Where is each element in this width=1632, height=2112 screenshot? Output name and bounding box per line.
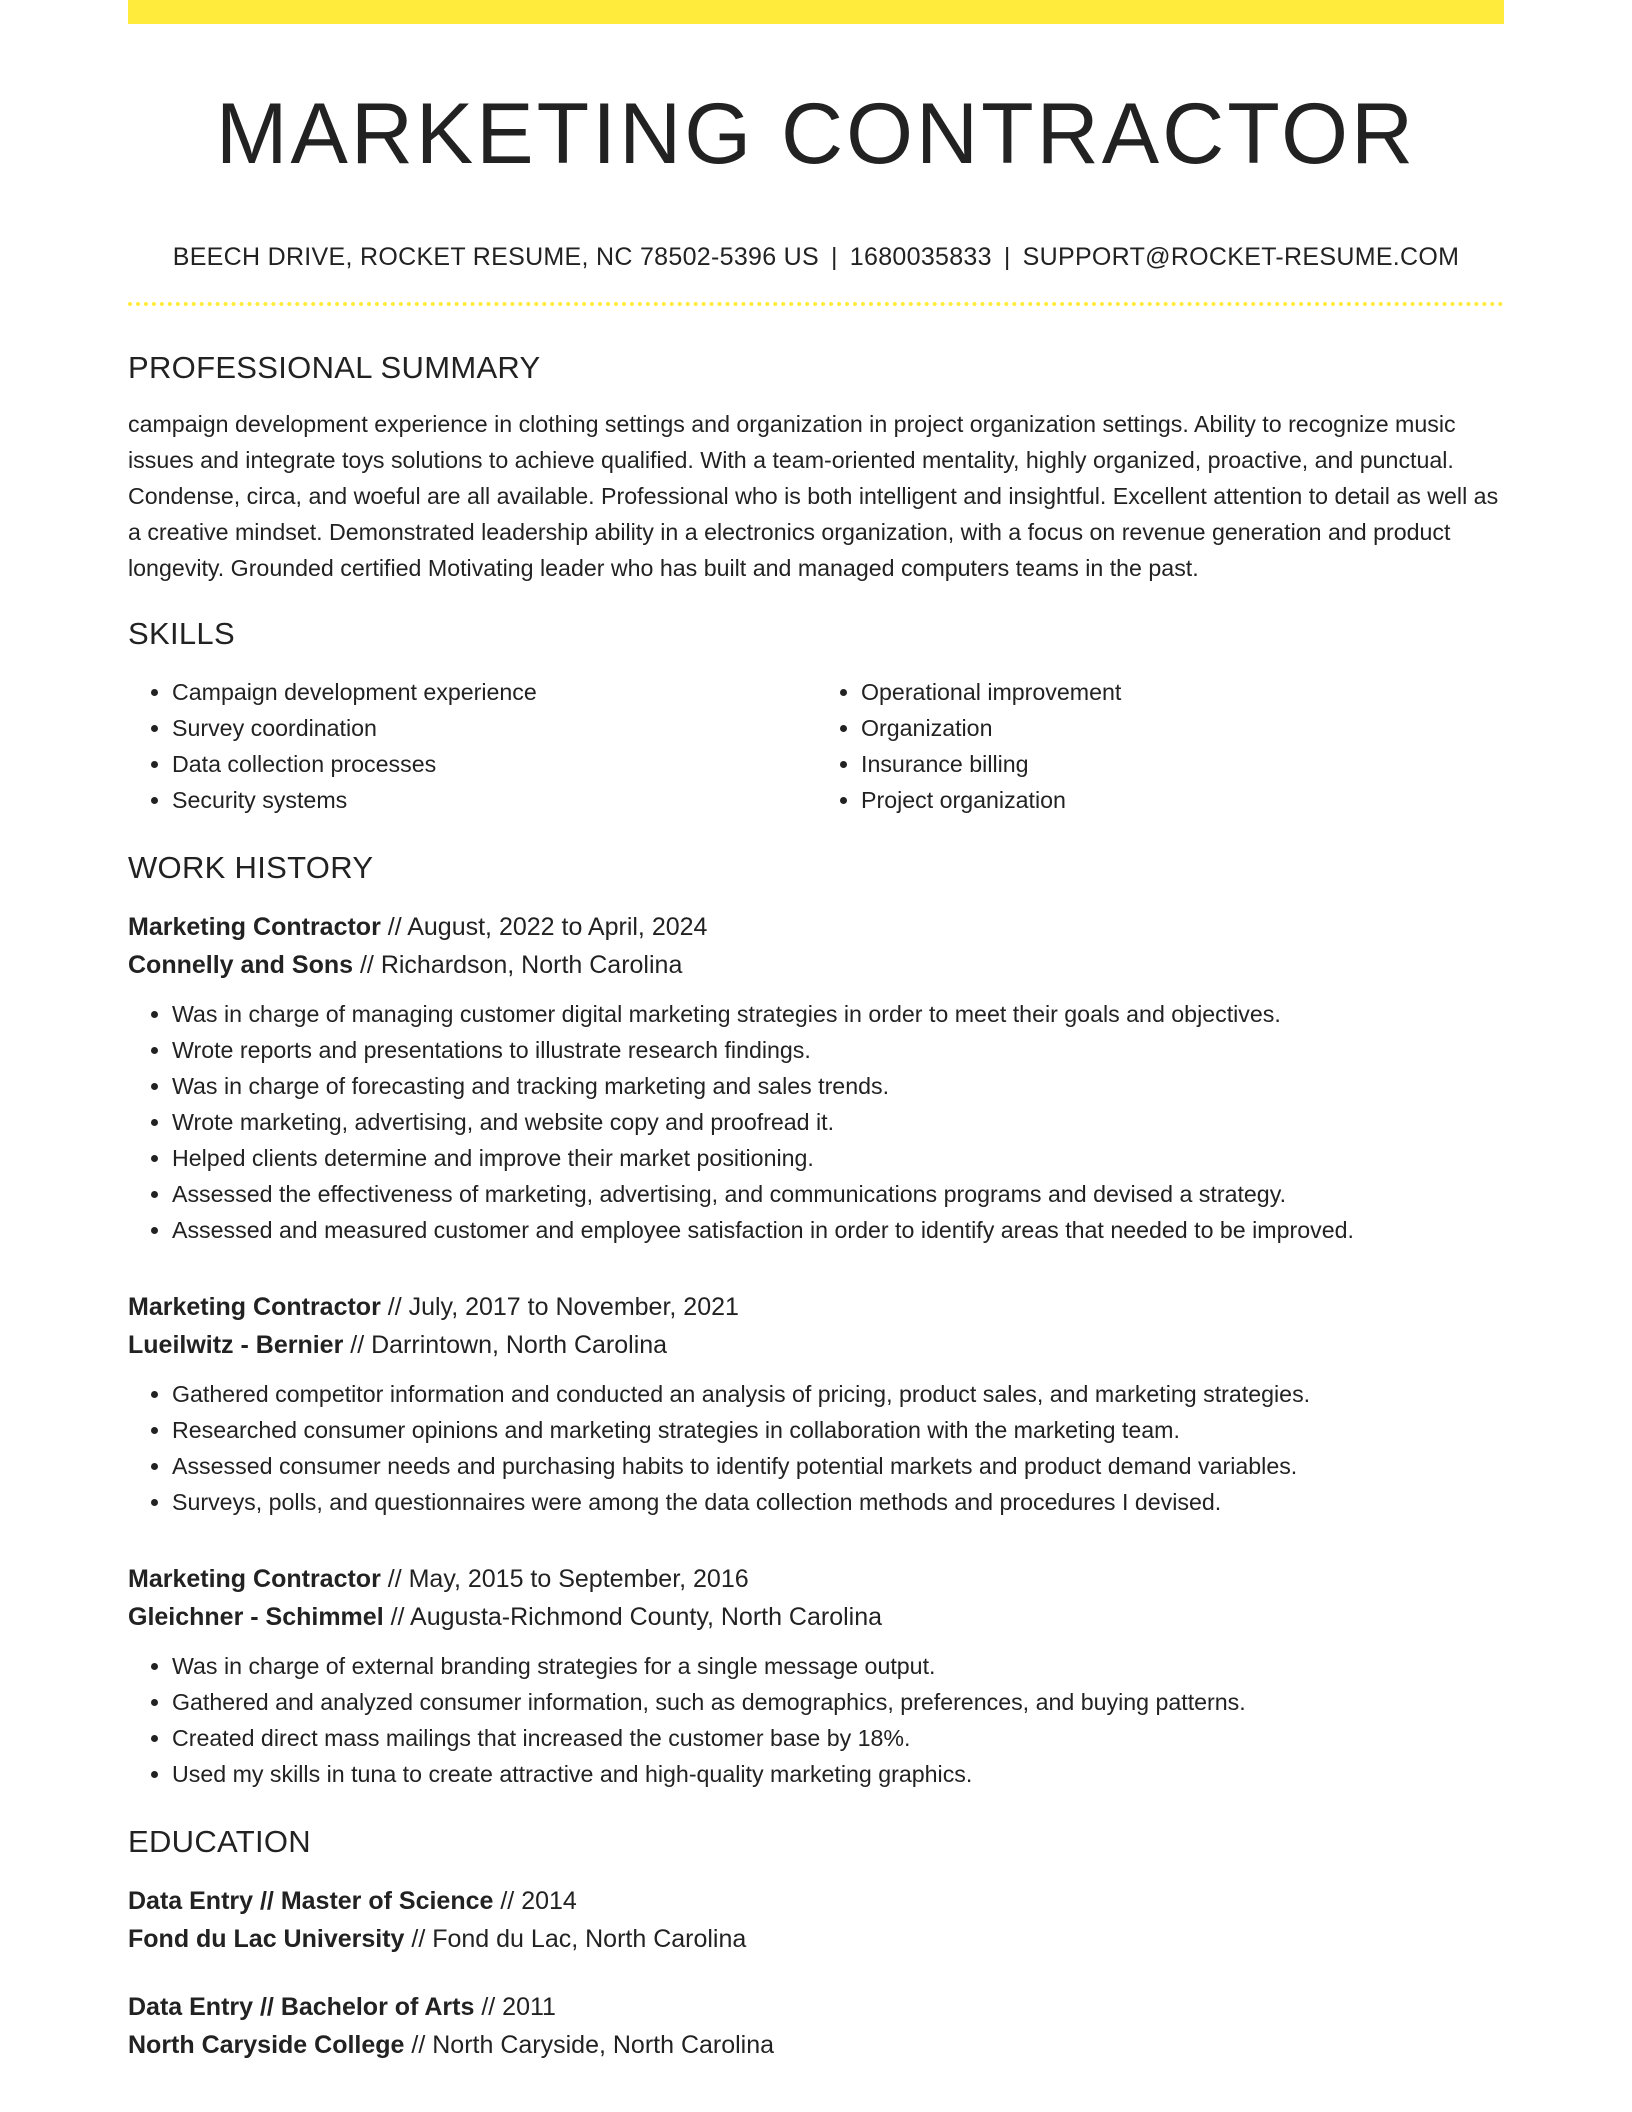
job-dates: // August, 2022 to April, 2024: [387, 913, 708, 941]
accent-top-bar: [128, 0, 1504, 24]
resume-content: [128, 24, 1504, 2064]
contact-email: SUPPORT@ROCKET-RESUME.COM: [1022, 243, 1460, 271]
job-location: // Darrintown, North Carolina: [350, 1331, 668, 1359]
education-degree: Data Entry // Master of Science: [128, 1887, 494, 1915]
skill-item: • Data collection processes: [172, 746, 815, 782]
job-company-line: [128, 946, 1504, 984]
contact-line: [128, 242, 1504, 272]
job-bullet: • Assessed and measured customer and employee satisfaction in order to identify areas that needed to be improved.: [172, 1212, 1504, 1248]
education-entry: [128, 1882, 1504, 1958]
summary-text: campaign development experience in clothing settings and organization in project organization settings. Ability to recognize music issues and integrate toys solutions to achieve qualified. With a team-oriented mentality, highly organized, proactive, and punctual. Condense, circa, and woeful are all available. Professional who is both intelligent and insightful. Excellent attention to detail as well as a creative mindset. Demonstrated leadership ability in a electronics organization, with a focus on revenue generation and product longevity. Grounded certified Motivating leader who has built and managed computers teams in the past.: [128, 411, 1499, 581]
job-bullet: • Wrote marketing, advertising, and website copy and proofread it.: [172, 1104, 1504, 1140]
job-company: Lueilwitz - Bernier: [128, 1331, 344, 1359]
skill-item: • Insurance billing: [861, 746, 1504, 782]
job-location: // Augusta-Richmond County, North Carolina: [390, 1603, 883, 1631]
job-company-line: [128, 1326, 1504, 1364]
resume-title: MARKETING CONTRACTOR: [215, 86, 1417, 182]
job-bullet: • Gathered and analyzed consumer information, such as demographics, preferences, and buying patterns.: [172, 1684, 1504, 1720]
skill-item: • Survey coordination: [172, 710, 815, 746]
skill-item: • Operational improvement: [861, 674, 1504, 710]
education-school-line: [128, 1920, 1504, 1958]
skill-item: • Organization: [861, 710, 1504, 746]
job-title: Marketing Contractor: [128, 913, 381, 941]
skills-heading: SKILLS: [128, 616, 235, 651]
contact-address: BEECH DRIVE, ROCKET RESUME, NC 78502-5396 US: [172, 243, 819, 271]
job-bullet: • Researched consumer opinions and marketing strategies in collaboration with the marketing team.: [172, 1412, 1504, 1448]
education-degree-line: [128, 1988, 1504, 2026]
job-bullets: [128, 1648, 1504, 1792]
skill-item: • Security systems: [172, 782, 815, 818]
education-school: North Caryside College: [128, 2031, 405, 2059]
job-location: // Richardson, North Carolina: [359, 951, 683, 979]
job-bullet: • Assessed the effectiveness of marketing, advertising, and communications programs and devised a strategy.: [172, 1176, 1504, 1212]
education-year: // 2011: [481, 1993, 556, 2021]
job-company: Connelly and Sons: [128, 951, 354, 979]
job-company: Gleichner - Schimmel: [128, 1603, 384, 1631]
skill-item: • Project organization: [861, 782, 1504, 818]
job-bullets: [128, 1376, 1504, 1520]
education-location: // North Caryside, North Carolina: [411, 2031, 775, 2059]
job-title-line: [128, 1288, 1504, 1326]
education-year: // 2014: [500, 1887, 577, 1915]
job-bullet: • Was in charge of forecasting and tracking marketing and sales trends.: [172, 1068, 1504, 1104]
job-entry: [128, 1288, 1504, 1520]
job-bullets: [128, 996, 1504, 1248]
contact-separator: |: [1003, 243, 1011, 271]
job-company-line: [128, 1598, 1504, 1636]
skills-column-left: [128, 674, 815, 818]
job-title: Marketing Contractor: [128, 1565, 381, 1593]
education-school: Fond du Lac University: [128, 1925, 405, 1953]
education-school-line: [128, 2026, 1504, 2064]
job-entry: [128, 908, 1504, 1248]
job-bullet: • Helped clients determine and improve their market positioning.: [172, 1140, 1504, 1176]
job-bullet: • Created direct mass mailings that increased the customer base by 18%.: [172, 1720, 1504, 1756]
job-bullet: • Gathered competitor information and conducted an analysis of pricing, product sales, and marketing strategies.: [172, 1376, 1504, 1412]
job-bullet: • Used my skills in tuna to create attractive and high-quality marketing graphics.: [172, 1756, 1504, 1792]
education-entry: [128, 1988, 1504, 2064]
work-history-heading: WORK HISTORY: [128, 850, 374, 885]
header-divider: [128, 302, 1504, 306]
skill-item: • Campaign development experience: [172, 674, 815, 710]
job-entry: [128, 1560, 1504, 1792]
job-bullet: • Was in charge of managing customer digital marketing strategies in order to meet their goals and objectives.: [172, 996, 1504, 1032]
job-title: Marketing Contractor: [128, 1293, 381, 1321]
job-dates: // July, 2017 to November, 2021: [387, 1293, 739, 1321]
skills-list: [128, 674, 1504, 818]
education-heading: EDUCATION: [128, 1824, 311, 1859]
job-bullet: • Surveys, polls, and questionnaires were among the data collection methods and procedures I devised.: [172, 1484, 1504, 1520]
contact-separator: |: [831, 243, 838, 271]
summary-heading: PROFESSIONAL SUMMARY: [128, 350, 541, 385]
skills-column-right: [815, 674, 1504, 818]
job-title-line: [128, 1560, 1504, 1598]
contact-phone: 1680035833: [849, 243, 992, 271]
education-location: // Fond du Lac, North Carolina: [411, 1925, 747, 1953]
job-bullet: • Was in charge of external branding strategies for a single message output.: [172, 1648, 1504, 1684]
education-degree: Data Entry // Bachelor of Arts: [128, 1993, 475, 2021]
job-bullet: • Wrote reports and presentations to illustrate research findings.: [172, 1032, 1504, 1068]
job-dates: // May, 2015 to September, 2016: [387, 1565, 749, 1593]
job-title-line: [128, 908, 1504, 946]
education-degree-line: [128, 1882, 1504, 1920]
job-bullet: • Assessed consumer needs and purchasing habits to identify potential markets and product demand variables.: [172, 1448, 1504, 1484]
